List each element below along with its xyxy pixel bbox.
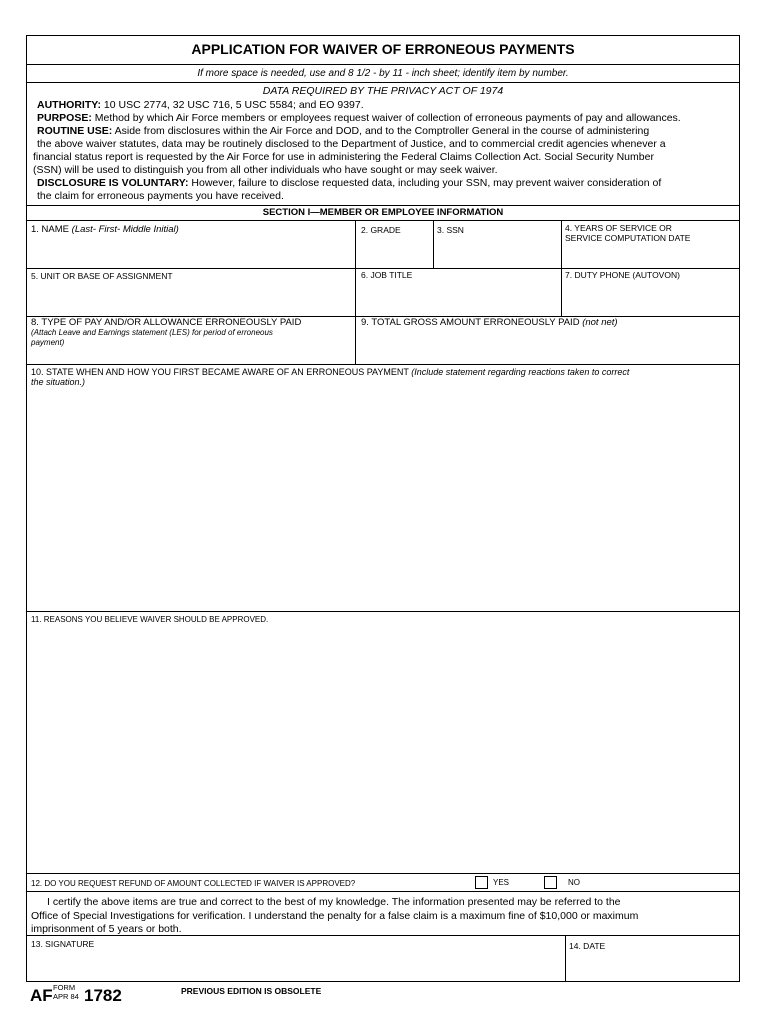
pay-type-field[interactable] — [31, 318, 301, 348]
authority-line — [31, 99, 731, 112]
reasons-field[interactable] — [31, 615, 268, 625]
divider — [27, 873, 739, 874]
form-word: FORM — [53, 983, 76, 992]
awareness-label-line — [31, 367, 629, 377]
no-label: NO — [568, 878, 580, 887]
form-subtitle: If more space is needed, use and 8 1/2 - by 11 - inch sheet; identify item by number. — [197, 68, 569, 79]
form-number: 1782 — [84, 986, 122, 1005]
unit-field[interactable] — [31, 271, 173, 281]
routine-label: ROUTINE USE: — [37, 125, 113, 137]
awareness-hint: the situation.) — [31, 377, 86, 387]
form-footer — [26, 982, 740, 1024]
disclosure-line: the claim for erroneous payments you have received. — [37, 190, 284, 202]
name-field[interactable] — [31, 225, 179, 235]
routine-line: the above waiver statutes, data may be routinely disclosed to the Department of Justice, and to commercial credit agencies whenever a — [37, 138, 666, 150]
divider — [27, 364, 739, 365]
job-title-field[interactable] — [361, 270, 412, 280]
cert-line: I certify the above items are true and correct to the best of my knowledge. The information presented may be referred to the — [47, 896, 621, 908]
divider — [565, 935, 566, 981]
ssn-field[interactable] — [437, 225, 464, 235]
section-heading: SECTION I—MEMBER OR EMPLOYEE INFORMATION — [262, 207, 504, 218]
certification-statement — [31, 896, 731, 937]
purpose-line — [31, 112, 731, 125]
divider — [27, 82, 739, 83]
divider — [27, 611, 739, 612]
disclosure-line — [31, 177, 731, 190]
obsolete-note: PREVIOUS EDITION IS OBSOLETE — [181, 986, 322, 996]
divider — [27, 220, 739, 221]
routine-line — [31, 125, 731, 138]
unit-label: 5. UNIT OR BASE OF ASSIGNMENT — [31, 271, 173, 281]
waiver-form — [26, 35, 740, 982]
refund-question: 12. DO YOU REQUEST REFUND OF AMOUNT COLLECTED IF WAIVER IS APPROVED? — [31, 879, 356, 888]
privacy-heading: DATA REQUIRED BY THE PRIVACY ACT OF 1974 — [262, 85, 504, 97]
routine-line: financial status report is requested by the Air Force for use in administering the Federal Claims Collection Act. Social Security Number — [33, 151, 654, 163]
yes-checkbox[interactable] — [475, 876, 488, 889]
divider — [27, 935, 739, 936]
signature-label: 13. SIGNATURE — [31, 939, 95, 949]
divider — [27, 64, 739, 65]
disclosure-text: However, failure to disclose requested data, including your SSN, may prevent waiver consideration of — [191, 177, 662, 189]
divider — [27, 205, 739, 206]
date-label: 14. DATE — [569, 941, 606, 951]
form-title: APPLICATION FOR WAIVER OF ERRONEOUS PAYMENTS — [191, 41, 575, 57]
awareness-label: 10. STATE WHEN AND HOW YOU FIRST BECAME AWARE OF AN ERRONEOUS PAYMENT — [31, 367, 409, 377]
divider — [433, 220, 434, 268]
signature-field[interactable] — [31, 939, 94, 949]
years-of-service-label: 4. YEARS OF SERVICE OR — [565, 223, 672, 233]
grade-label: 2. GRADE — [361, 225, 401, 235]
purpose-text: Method by which Air Force members or employees request waiver of collection of erroneous payments of pay and allowances. — [94, 112, 681, 124]
duty-phone-label: 7. DUTY PHONE (AUTOVON) — [565, 270, 680, 280]
routine-line: (SSN) will be used to distinguish you from all other individuals who have sought or may seek waiver. — [33, 164, 498, 176]
authority-text: 10 USC 2774, 32 USC 716, 5 USC 5584; and EO 9397. — [103, 99, 364, 111]
form-date: APR 84 — [53, 992, 79, 1001]
years-of-service-field[interactable] — [565, 223, 690, 243]
divider — [27, 268, 739, 269]
date-field[interactable] — [569, 941, 605, 951]
disclosure-label: DISCLOSURE IS VOLUNTARY: — [37, 177, 189, 189]
awareness-field[interactable] — [31, 367, 629, 387]
cert-line: imprisonment of 5 years or both. — [31, 923, 182, 935]
pay-type-hint: payment) — [31, 338, 65, 347]
total-gross-field[interactable] — [361, 318, 618, 328]
pay-type-label: 8. TYPE OF PAY AND/OR ALLOWANCE ERRONEOUSLY PAID — [31, 317, 302, 328]
af-mark: AF — [30, 986, 53, 1005]
job-title-label: 6. JOB TITLE — [361, 270, 413, 280]
privacy-statement — [31, 99, 731, 203]
awareness-hint: (Include statement regarding reactions taken to correct — [411, 367, 630, 377]
reasons-label: 11. REASONS YOU BELIEVE WAIVER SHOULD BE APPROVED. — [31, 615, 269, 624]
years-of-service-label: SERVICE COMPUTATION DATE — [565, 233, 691, 243]
pay-type-hint: (Attach Leave and Earnings statement (LES) for period of erroneous — [31, 328, 273, 337]
name-hint: (Last- First- Middle Initial) — [71, 224, 179, 235]
ssn-label: 3. SSN — [437, 225, 464, 235]
no-checkbox[interactable] — [544, 876, 557, 889]
name-label: 1. NAME — [31, 224, 70, 235]
yes-label: YES — [493, 878, 510, 887]
total-gross-hint: (not net) — [582, 317, 618, 328]
divider — [27, 891, 739, 892]
grade-field[interactable] — [361, 225, 401, 235]
routine-text: Aside from disclosures within the Air Force and DOD, and to the Comptroller General in the course of administering — [114, 125, 650, 137]
divider — [355, 220, 356, 365]
purpose-label: PURPOSE: — [37, 112, 92, 124]
total-gross-label: 9. TOTAL GROSS AMOUNT ERRONEOUSLY PAID — [361, 317, 580, 328]
authority-label: AUTHORITY: — [37, 99, 101, 111]
cert-line: Office of Special Investigations for verification. I understand the penalty for a false claim is a maximum fine of $10,000 or maximum — [31, 909, 639, 922]
duty-phone-field[interactable] — [565, 270, 680, 280]
